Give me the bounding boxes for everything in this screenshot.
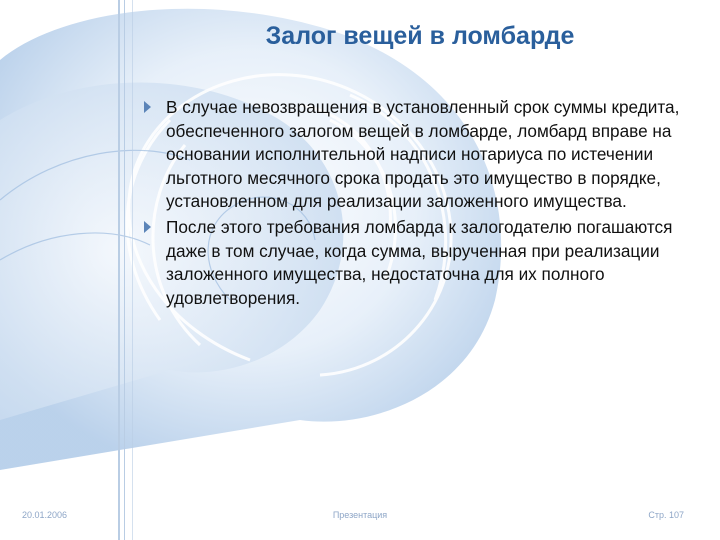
decor-line	[132, 0, 133, 540]
triangle-right-icon	[144, 221, 151, 233]
footer-title: Презентация	[332, 510, 388, 520]
slide-title: Залог вещей в ломбарде	[265, 22, 575, 50]
bullet-item	[142, 96, 697, 214]
bullet-text: В случае невозвращения в установленный срок суммы кредита, обеспеченного залогом вещей в ломбарде, ломбард вправе на основании исполнительной надписи нотариуса по истечении льготного месячного срока продать это имущество в порядке, установленном для реализации заложенного имущества.	[166, 97, 680, 212]
bullet-item	[142, 216, 697, 310]
bullet-list	[142, 96, 697, 312]
footer-date: 20.01.2006	[22, 510, 68, 520]
decor-line	[118, 0, 120, 540]
triangle-right-icon	[144, 101, 151, 113]
footer-page-number: Стр. 107	[648, 510, 684, 520]
bullet-text: После этого требования ломбарда к залогодателю погашаются даже в том случае, когда сумма, вырученная при реализации заложенного имущества, недостаточна для их полного удовлетворения.	[166, 216, 673, 308]
decor-line	[124, 0, 125, 540]
